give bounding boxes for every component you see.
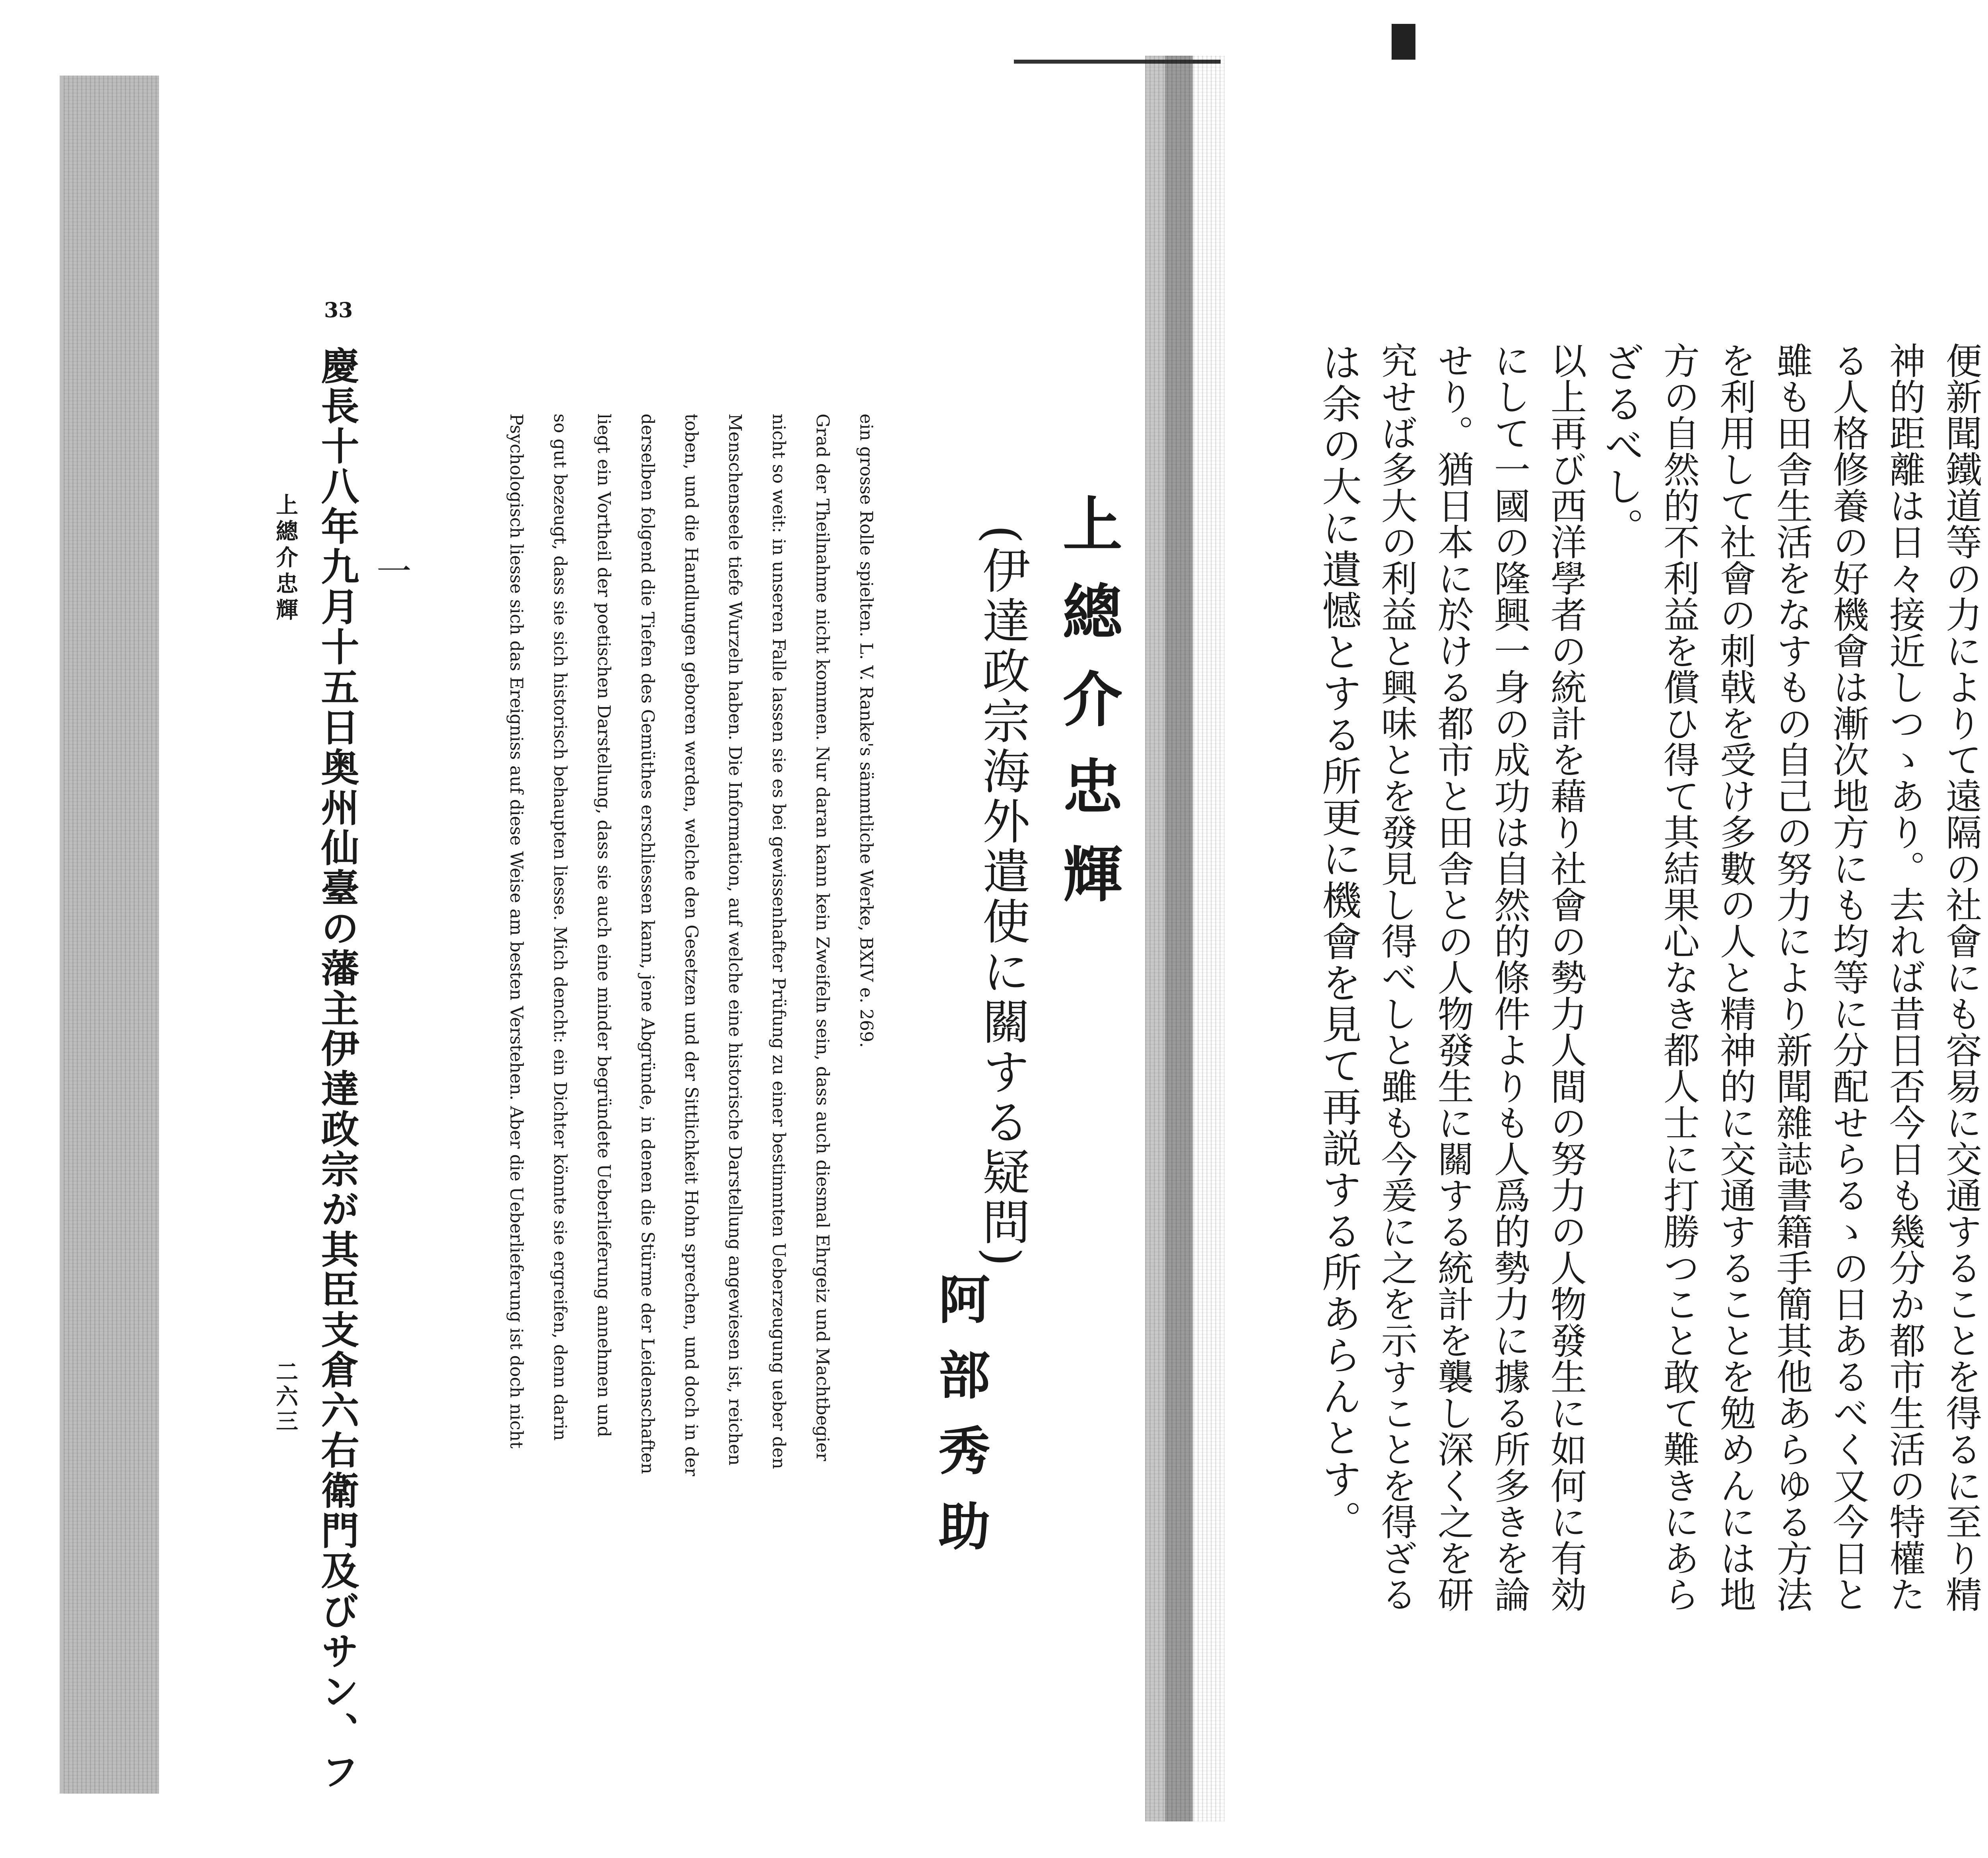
section-number: 一	[371, 553, 412, 588]
right-body-text	[1296, 342, 1988, 1615]
text-line: 以上再び西洋學者の統計を藉り社會の勢力人間の努力の人物發生に如何に有効	[1545, 342, 1587, 1613]
quote-line: Menschenseele tiefe Wurzeln haben. Die Information, auf welche eine historische Darstellung angewiesen ist, reichen	[725, 414, 745, 1466]
article-author: 阿部秀助	[930, 1273, 991, 1575]
text-line: 究せば多大の利益と興味とを發見し得べしと雖も今爰に之を示すことを得ざる	[1375, 342, 1418, 1613]
text-line: ざるべし。	[1598, 342, 1644, 549]
text-line: にして一國の隆興一身の成功は自然的條件よりも人爲的勢力に據る所多きを論	[1488, 342, 1531, 1613]
text-line: 神的距離は日々接近しつゝあり。去れば昔日否今日も幾分か都市生活の特權た	[1883, 342, 1926, 1613]
quote-line: Grad der Theilnahme nicht kommen. Nur daran kann kein Zweifeln sein, dass auch diesmal Ehrgeiz und Machtbegier	[812, 414, 833, 1462]
quote-line: nicht so weit: in unseren Falle lassen sie es bei gewissenhafter Prüfung zu einer bestimmten Ueberzeugung ueber den	[769, 414, 789, 1469]
text-line: 方の自然的不利益を償ひ得て其結果心なき都人士に打勝つこと敢て難きにあら	[1658, 342, 1700, 1613]
text-line: 便新聞鐵道等の力によりて遠隔の社會にも容易に交通することを得るに至り精	[1940, 342, 1982, 1613]
text-line: せり。猶日本に於ける都市と田舎との人物發生に關する統計を襲し深く之を研	[1432, 342, 1474, 1613]
left-page-number-latin: 33	[324, 298, 353, 323]
article-subtitle: (伊達政宗海外遣使に關する疑問)	[975, 525, 1030, 1269]
text-line: は余の大に遺憾とする所更に機會を見て再説する所あらんとす。	[1315, 342, 1362, 1541]
body-line: 慶長十八年九月十五日奥州仙臺の藩主伊達政宗が其臣支倉六右衛門及びサン、フ	[315, 346, 360, 1792]
left-page-number-kanji: 二六三	[272, 1360, 299, 1434]
quote-line: derselben folgend die Tiefen des Gemüthes erschliessen kann, jene Abgründe, in denen die Stürme der Leidenschaften	[637, 414, 658, 1474]
quote-line: ein grosse Rolle spielten. L. V. Ranke's sämmtliche Werke, BXIV e. 269.	[856, 414, 876, 1048]
left-running-head: 上總介忠輝	[272, 493, 299, 624]
text-line: 雖も田舎生活をなすもの自己の努力により新聞雜誌書籍手簡其他あらゆる方法	[1771, 342, 1813, 1613]
quote-line: toben, und die Handlungen geboren werden, welche den Gesetzen und der Sittlichkeit Hohn sprechen, und doch in der	[681, 414, 701, 1476]
quote-line: so gut bezeugt, dass sie sich historisch behaupten liesse. Mich dencht: ein Dichter könnte sie ergreifen, denn darin	[550, 414, 570, 1441]
quote-block	[437, 414, 875, 1607]
text-line: る人格修養の好機會は漸次地方にも均等に分配せらるゝの日あるべく又今日と	[1827, 342, 1870, 1613]
quote-line: Psychologisch liesse sich das Ereigniss auf diese Weise am besten Verstehen. Aber die Ueberlieferung ist doch nicht	[506, 414, 526, 1449]
quote-line: liegt ein Vortheil der poetischen Darstellung, dass sie auch eine minder begründete Ueberlieferung annehmen und	[594, 414, 614, 1437]
article-title: 上總介忠輝	[1052, 493, 1122, 931]
text-line: を利用して社會の刺戟を受け多數の人と精神的に交通することを勉めんには地	[1714, 342, 1757, 1613]
right-page	[1193, 0, 1988, 1858]
